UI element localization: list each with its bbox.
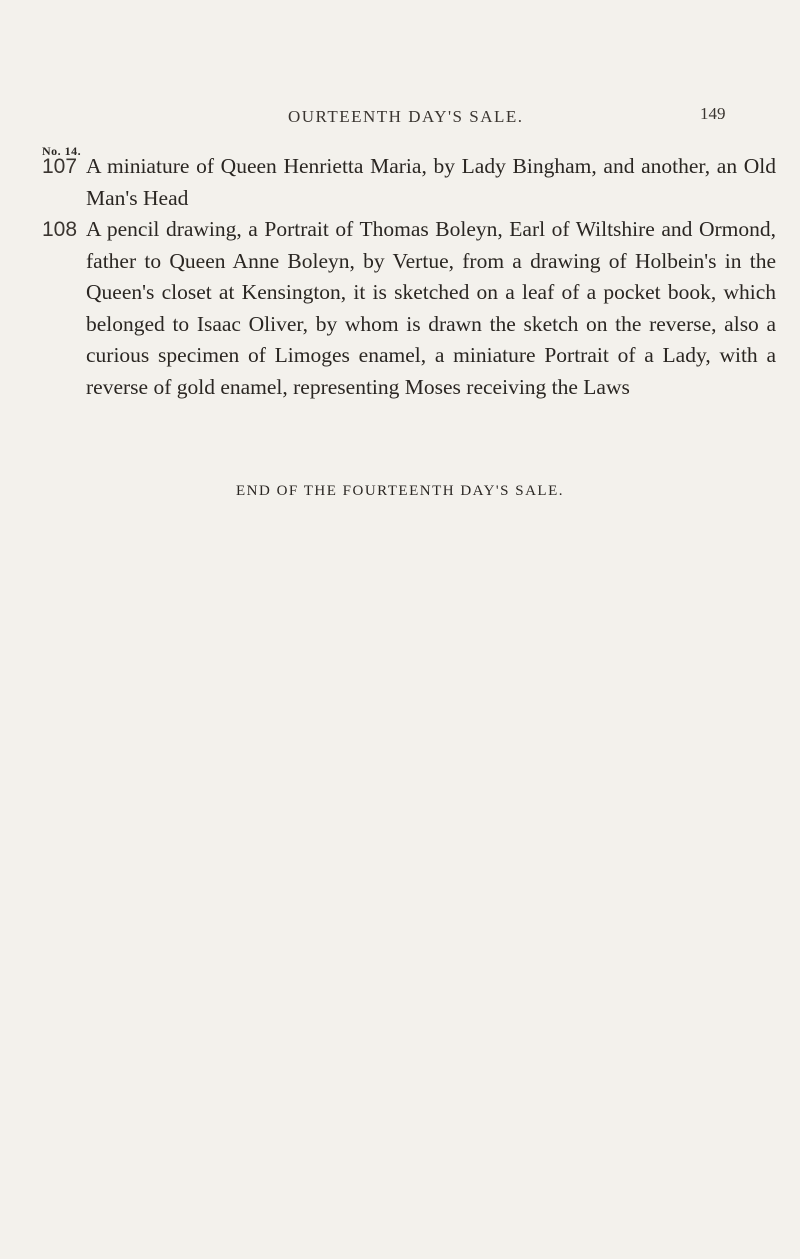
running-head: OURTEENTH DAY'S SALE. xyxy=(288,107,524,126)
lot-description: A pencil drawing, a Portrait of Thomas Boleyn, Earl of Wiltshire and Ormond, father to Queen Anne Boleyn, by Vertue, from a drawing of Holbein's in the Queen's closet at Kensington, it is sketched on a leaf of a pocket book, which belonged to Isaac Oliver, by whom is drawn the sketch on the reverse, also a curious specimen of Limoges enamel, a miniature Portrait of a Lady, with a reverse of gold enamel, representing Moses receiving the Laws xyxy=(86,217,776,399)
lot-column-heading: No. 14. xyxy=(42,144,82,158)
lot-number: 108 xyxy=(42,218,78,241)
page-number: 149 xyxy=(700,104,726,123)
end-of-sale-line: END OF THE FOURTEENTH DAY'S SALE. xyxy=(236,483,564,499)
lot-number: 107 xyxy=(42,155,78,178)
lot-description: A miniature of Queen Henrietta Maria, by Lady Bingham, and another, an Old Man's Head xyxy=(86,154,776,210)
